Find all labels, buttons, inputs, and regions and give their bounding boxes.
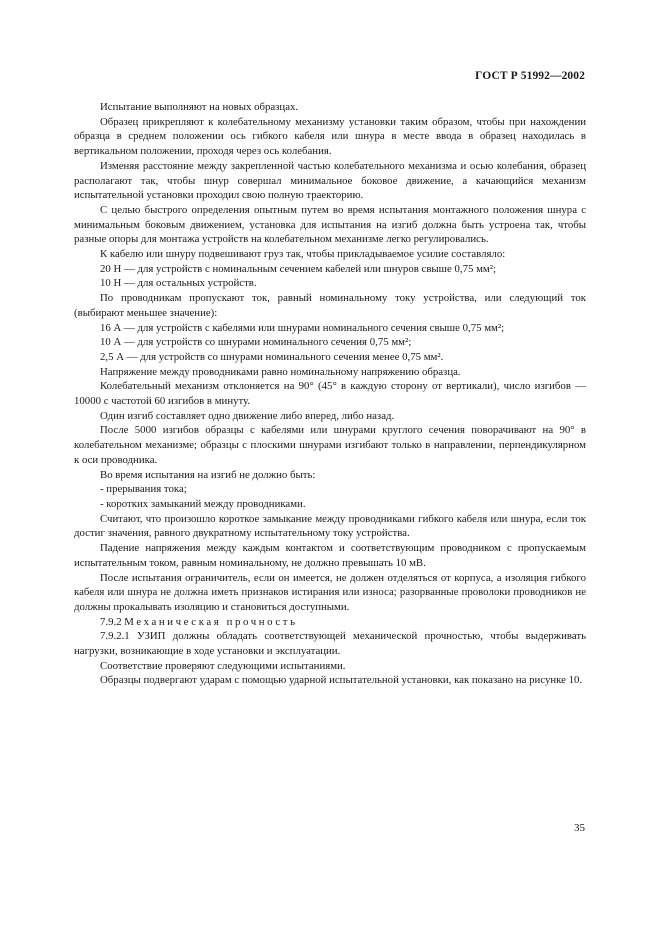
paragraph: С целью быстрого определения опытным путем во время испытания монтажного положения шнура с минимальным боковым движением, установка для испытания на изгиб должна быть устроена так, чтобы разные опоры для монтажа устройств на колебательном механизме легко регулировались. — [74, 203, 586, 246]
paragraph: К кабелю или шнуру подвешивают груз так, чтобы прикладываемое усилие составляло: — [100, 248, 506, 261]
section-heading — [74, 615, 586, 630]
list-item: - прерывания тока; — [100, 483, 187, 496]
paragraph: После 5000 изгибов образцы с кабелями или шнурами круглого сечения поворачивают на 90° в колебательном механизме; образцы с плоскими шнурами изгибают только в направлении, перпендикулярном к оси проводника. — [74, 424, 586, 466]
paragraph: 7.9.2.1 УЗИП должны обладать соответствующей механической прочностью, чтобы выдерживать нагрузки, возникающие в ходе установки и эксплуатации. — [74, 630, 586, 658]
paragraph: По проводникам пропускают ток, равный номинальному току устройства, или следующий ток (выбирают меньшее значение): — [74, 292, 586, 319]
list-item: - коротких замыканий между проводниками. — [100, 497, 306, 510]
page-number: 35 — [574, 822, 585, 834]
paragraph: Падение напряжения между каждым контактом и соответствующим проводником с пропускаемым испытательным током, равным номинальному, не должно превышать 10 мВ. — [74, 542, 586, 569]
paragraph: Соответствие проверяют следующими испытаниями. — [100, 659, 346, 672]
paragraph: Напряжение между проводниками равно номинальному напряжению образца. — [100, 365, 461, 378]
section-number: 7.9.2 — [100, 615, 122, 628]
paragraph: Колебательный механизм отклоняется на 90° (45° в каждую сторону от вертикали), число изгибов — 10000 с частотой 60 изгибов в минуту. — [74, 380, 586, 408]
paragraph: Изменяя расстояние между закрепленной частью колебательного механизма и осью колебания, образец располагают так, чтобы шнур совершал минимальное боковое движение, а качающийся механизм испытательной установки проходил свою полную траекторию. — [74, 159, 586, 202]
document-body — [74, 100, 586, 688]
paragraph: Образцы подвергают ударам с помощью ударной испытательной установки, как показано на рисунке 10. — [100, 674, 583, 687]
list-item: 2,5 А — для устройств со шнурами номинального сечения менее 0,75 мм². — [100, 350, 444, 363]
paragraph: После испытания ограничитель, если он имеется, не должен отделяться от корпуса, а изоляция гибкого кабеля или шнура не должна иметь признаков истирания или износа; разорванные проволоки проводников не должны прокалывать изоляцию и становиться доступными. — [74, 571, 586, 613]
paragraph: Считают, что произошло короткое замыкание между проводниками гибкого кабеля или шнура, если ток достиг значения, равного двукратному испытательному току устройства. — [74, 512, 586, 540]
list-item: 10 Н — для остальных устройств. — [100, 277, 257, 290]
list-item: 20 Н — для устройств с номинальным сечением кабелей или шнуров свыше 0,75 мм²; — [100, 262, 496, 275]
document-header: ГОСТ Р 51992—2002 — [475, 70, 585, 82]
paragraph: Испытание выполняют на новых образцах. — [100, 101, 299, 113]
list-item: 16 А — для устройств с кабелями или шнурами номинального сечения свыше 0,75 мм²; — [100, 321, 505, 334]
list-item: 10 А — для устройств со шнурами номинального сечения 0,75 мм²; — [100, 336, 412, 349]
section-title: Механическая прочность — [124, 615, 298, 628]
paragraph: Образец прикрепляют к колебательному механизму установки таким образом, чтобы при нахождении образца в среднем положении ось гибкого кабеля или шнура в месте ввода в образец находилась в вертикальном положении, проходя через ось колебания. — [74, 115, 586, 158]
paragraph: Один изгиб составляет одно движение либо вперед, либо назад. — [100, 409, 395, 422]
paragraph: Во время испытания на изгиб не должно быть: — [100, 468, 316, 481]
